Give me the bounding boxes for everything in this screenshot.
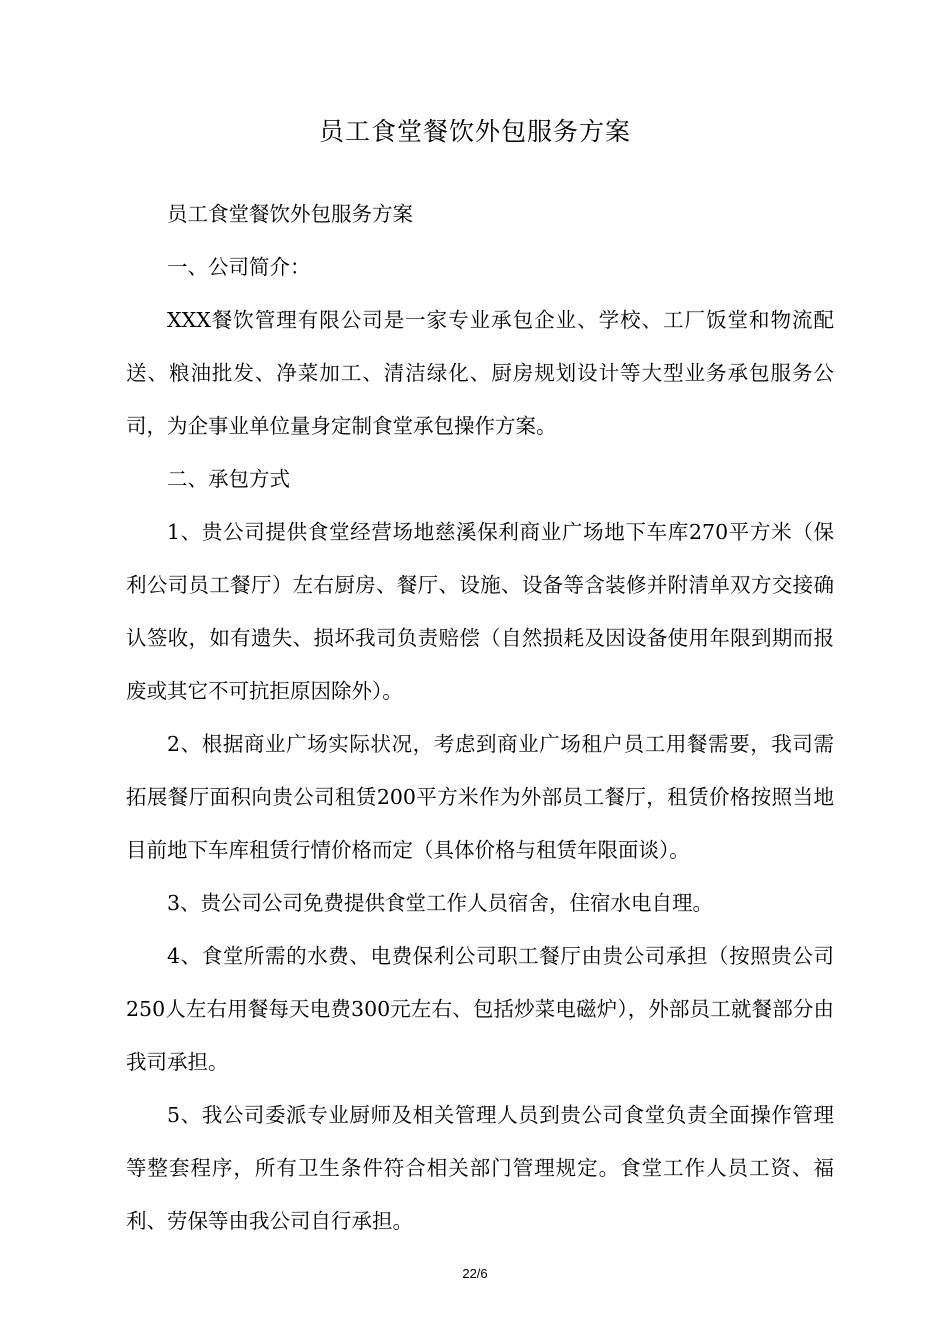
paragraph-item-1: 1、贵公司提供食堂经营场地慈溪保利商业广场地下车库270平方米（保利公司员工餐厅）左右厨房、餐厅、设施、设备等含装修并附清单双方交接确认签收，如有遗失、损坏我司负责赔偿（自然损耗及因设备使用年限到期而报废或其它不可抗拒原因除外）。: [126, 520, 834, 703]
paragraph-company-intro: XXX餐饮管理有限公司是一家专业承包企业、学校、工厂饭堂和物流配送、粮油批发、净菜加工、清洁绿化、厨房规划设计等大型业务承包服务公司，为企事业单位量身定制食堂承包操作方案。: [126, 308, 834, 438]
paragraph-subtitle: 员工食堂餐饮外包服务方案: [167, 202, 413, 226]
document-body: [126, 188, 834, 1248]
paragraph-item-4: 4、食堂所需的水费、电费保利公司职工餐厅由贵公司承担（按照贵公司250人左右用餐每天电费300元左右、包括炒菜电磁炉），外部员工就餐部分由我司承担。: [126, 944, 834, 1074]
paragraph-section-2-heading: 二、承包方式: [167, 467, 290, 491]
paragraph-item-3: 3、贵公司公司免费提供食堂工作人员宿舍，住宿水电自理。: [167, 891, 714, 915]
paragraph-section-1-heading: 一、公司简介：: [167, 255, 311, 279]
paragraph-item-5: 5、我公司委派专业厨师及相关管理人员到贵公司食堂负责全面操作管理等整套程序，所有卫生条件符合相关部门管理规定。食堂工作人员工资、福利、劳保等由我公司自行承担。: [126, 1103, 834, 1233]
page-number: 22/6: [462, 1266, 488, 1281]
paragraph-item-2: 2、根据商业广场实际状况，考虑到商业广场租户员工用餐需要，我司需拓展餐厅面积向贵公司租赁200平方米作为外部员工餐厅，租赁价格按照当地目前地下车库租赁行情价格而定（具体价格与租赁年限面谈）。: [126, 732, 834, 862]
document-title: 员工食堂餐饮外包服务方案: [318, 117, 631, 146]
